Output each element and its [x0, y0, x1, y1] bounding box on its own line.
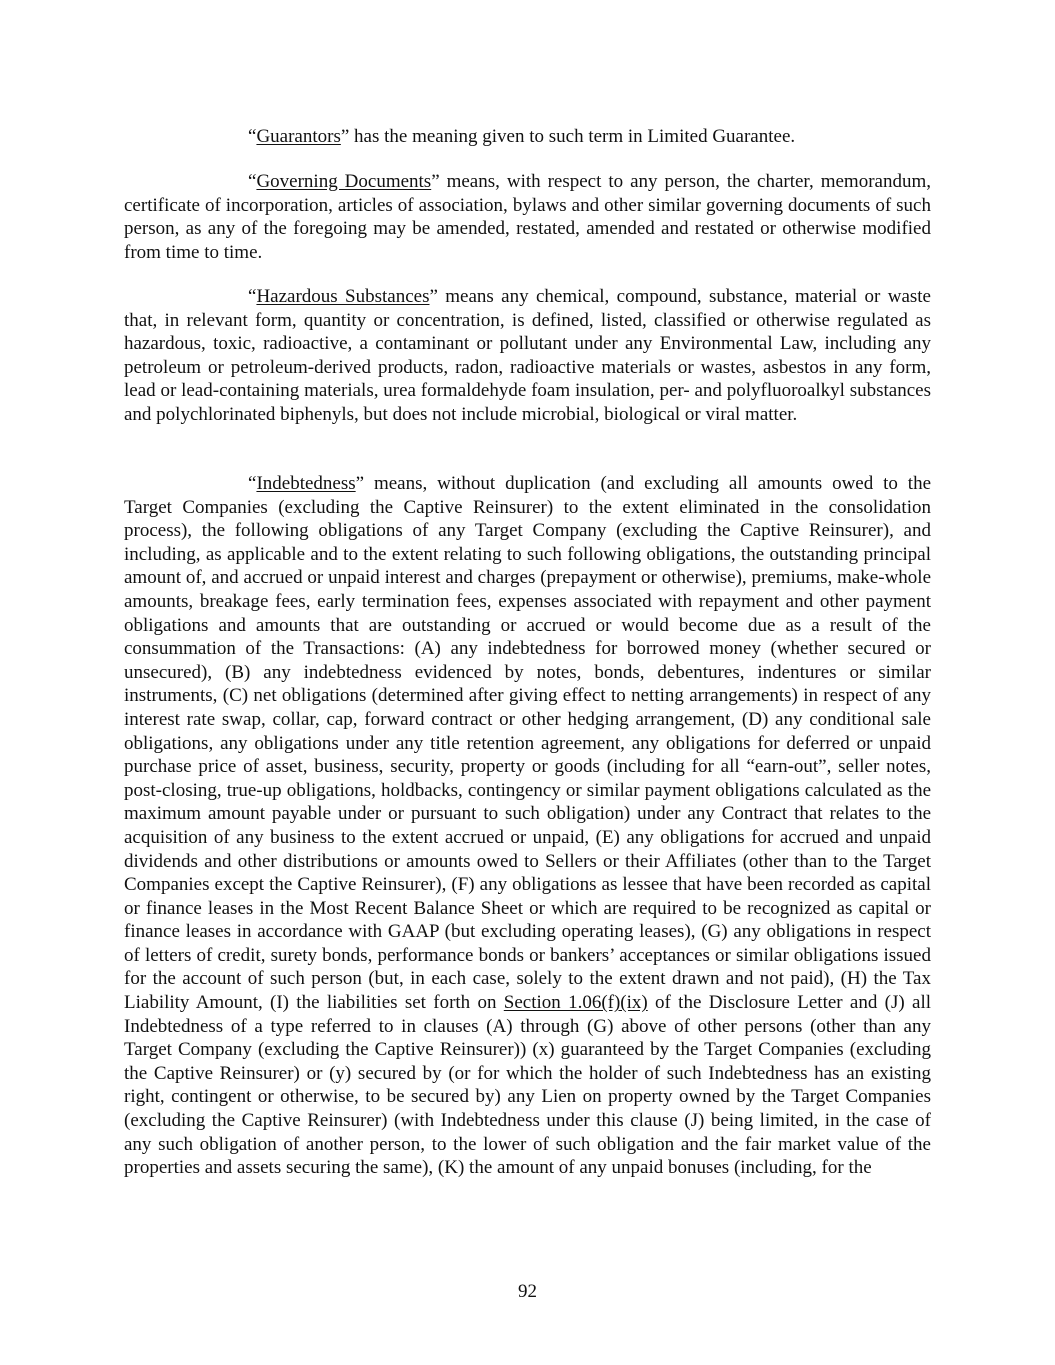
open-quote: “: [248, 171, 257, 192]
defined-term-governing-documents: Governing Documents: [256, 171, 432, 192]
page-number: 92: [518, 1281, 537, 1302]
defined-term-hazardous-substances: Hazardous Substances: [256, 286, 430, 307]
definition-body-continued: of the Disclosure Letter and (J) all Indebtedness of a type referred to in clauses (A) through (G) above of other persons (other than any Target Company (excluding the Captive Reinsurer)) (x) guaranteed by the Target Companies (excluding the Captive Reinsurer) or (y) secured by (or for which the holder of such Indebtedness has an existing right, contingent or otherwise, to be secured by) any Lien on property owned by the Target Companies (excluding the Captive Reinsurer) (with Indebtedness under this clause (J) being limited, in the case of any such obligation of another person, to the lower of such obligation and the fair market value of the properties and assets securing the same), (K) the amount of any unpaid bonuses (including, for the: [124, 992, 931, 1179]
definition-hazardous-substances: [124, 285, 931, 427]
definition-body: ” has the meaning given to such term in Limited Guarantee.: [340, 126, 796, 147]
open-quote: “: [248, 126, 257, 147]
open-quote: “: [248, 473, 257, 494]
definition-indebtedness: [124, 472, 931, 1180]
open-quote: “: [248, 286, 257, 307]
definition-governing-documents: [124, 170, 931, 264]
definition-body: ” means any chemical, compound, substance, material or waste that, in relevant form, quantity or concentration, is defined, listed, classified or otherwise regulated as hazardous, toxic, radioactive, a contaminant or pollutant under any Environmental Law, including any petroleum or petroleum-derived products, radon, radioactive materials or wastes, asbestos in any form, lead or lead-containing materials, urea formaldehyde foam insulation, per- and polyfluoroalkyl substances and polychlorinated biphenyls, but does not include microbial, biological or viral matter.: [124, 286, 931, 425]
section-reference: Section 1.06(f)(ix): [503, 992, 648, 1014]
definition-guarantors: [124, 125, 931, 149]
definition-body: ” means, without duplication (and excluding all amounts owed to the Target Companies (excluding the Captive Reinsurer) to the extent eliminated in the consolidation process), the following obligations of any Target Company (excluding the Captive Reinsurer), and including, as applicable and to the extent relating to such following obligations, the outstanding principal amount of, and accrued or unpaid interest and charges (prepayment or otherwise), premiums, make-whole amounts, breakage fees, early termination fees, expenses associated with repayment and other payment obligations and amounts that are outstanding or accrued or would become due as a result of the consummation of the Transactions: (A) any indebtedness for borrowed money (whether secured or unsecured), (B) any indebtedness evidenced by notes, bonds, debentures, indentures or similar instruments, (C) net obligations (determined after giving effect to netting arrangements) in respect of any interest rate swap, collar, cap, forward contract or other hedging arrangement, (D) any conditional sale obligations, any obligations under any title retention agreement, any obligations for deferred or unpaid purchase price of asset, business, security, property or goods (including for all “earn-out”, seller notes, post-closing, true-up obligations, holdbacks, contingency or similar payment obligations calculated as the maximum amount payable under or pursuant to such obligation) under any Contract that relates to the acquisition of any business to the extent accrued or unpaid, (E) any obligations for accrued and unpaid dividends and other distributions or amounts owed to Sellers or their Affiliates (other than to the Target Companies except the Captive Reinsurer), (F) any obligations as lessee that have been recorded as capital or finance leases in the Most Recent Balance Sheet or which are required to be recognized as capital or finance leases in accordance with GAAP (but excluding operating leases), (G) any obligations in respect of letters of credit, surety bonds, performance bonds or bankers’ acceptances or similar obligations issued for the account of such person (but, in each case, solely to the extent drawn and not paid), (H) the Tax Liability Amount, (I) the liabilities set forth on: [124, 473, 931, 1014]
defined-term-indebtedness: Indebtedness: [256, 473, 356, 494]
definition-body: ” means, with respect to any person, the charter, memorandum, certificate of incorporation, articles of association, bylaws and other similar governing documents of such person, as any of the foregoing may be amended, restated, amended and restated or otherwise modified from time to time.: [124, 171, 931, 263]
defined-term-guarantors: Guarantors: [256, 126, 341, 147]
